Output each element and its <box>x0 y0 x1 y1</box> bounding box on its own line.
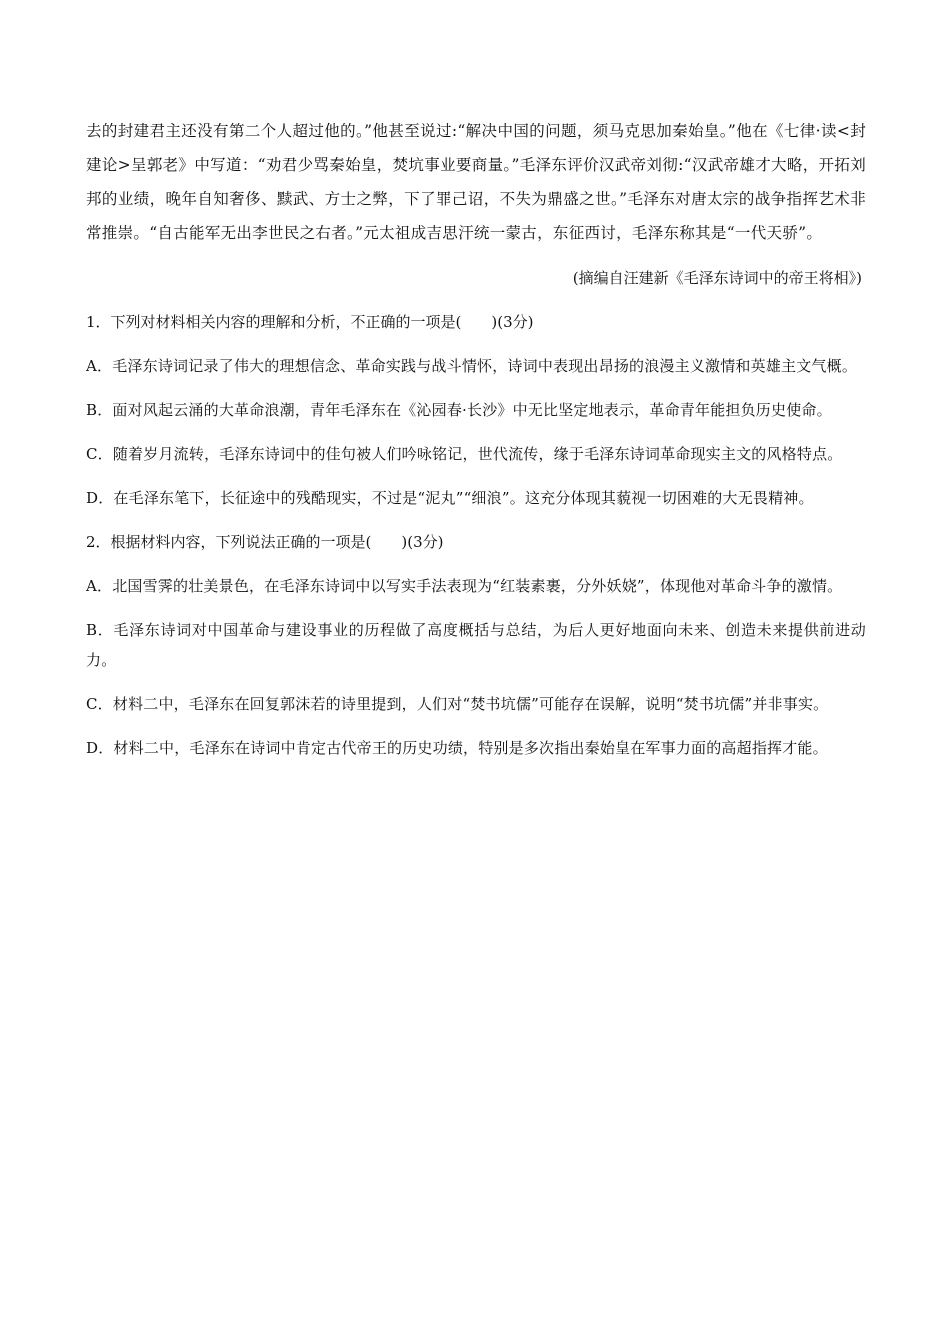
question-2 <box>86 527 866 763</box>
passage <box>86 114 866 250</box>
option-b: B．面对风起云涌的大革命浪潮，青年毛泽东在《沁园春·长沙》中无比坚定地表示，革命青年能担负历史使命。 <box>86 401 832 419</box>
question-stem: 1．下列对材料相关内容的理解和分析，不正确的一项是( )(3分) <box>86 313 534 331</box>
option-a: A．毛泽东诗词记录了伟大的理想信念、革命实践与战斗情怀，诗词中表现出昂扬的浪漫主义激情和英雄主文气概。 <box>86 357 858 375</box>
passage-source: (摘编自汪建新《毛泽东诗词中的帝王将相》) <box>572 269 862 287</box>
passage-paragraph: 去的封建君主还没有第二个人超过他的。”他甚至说过:“解决中国的问题，须马克思加秦始皇。”他在《七律·读<封建论>呈郭老》中写道：“劝君少骂秦始皇，焚坑事业要商量。”毛泽东评价汉武帝刘彻:“汉武帝雄才大略，开拓刘邦的业绩，晚年自知奢侈、黩武、方士之弊，下了罪己诏，不失为鼎盛之世。”毛泽东对唐太宗的战争指挥艺术非常推崇。“自古能军无出李世民之右者。”元太祖成吉思汗统一蒙古，东征西讨，毛泽东称其是“一代天骄”。 <box>86 122 866 242</box>
document-page <box>86 114 866 763</box>
option-a: A．北国雪霁的壮美景色，在毛泽东诗词中以写实手法表现为“红装素裹，分外妖娆”，体现他对革命斗争的激情。 <box>86 577 843 595</box>
option-d: D．材料二中，毛泽东在诗词中肯定古代帝王的历史功绩，特别是多次指出秦始皇在军事力面的高超指挥才能。 <box>86 739 828 757</box>
option-c: C．随着岁月流转，毛泽东诗词中的佳句被人们吟咏铭记，世代流传，缘于毛泽东诗词革命现实主文的风格特点。 <box>86 445 843 463</box>
option-b: B．毛泽东诗词对中国革命与建设事业的历程做了高度概括与总结，为后人更好地面向未来、创造未来提供前进动力。 <box>86 621 866 669</box>
question-stem: 2．根据材料内容，下列说法正确的一项是( )(3分) <box>86 533 444 551</box>
option-d: D．在毛泽东笔下，长征途中的残酷现实，不过是“泥丸”“细浪”。这充分体现其藐视一切困难的大无畏精神。 <box>86 489 814 507</box>
option-c: C．材料二中，毛泽东在回复郭沫若的诗里提到，人们对“焚书坑儒”可能存在误解，说明“焚书坑儒”并非事实。 <box>86 695 829 713</box>
question-1 <box>86 307 866 513</box>
